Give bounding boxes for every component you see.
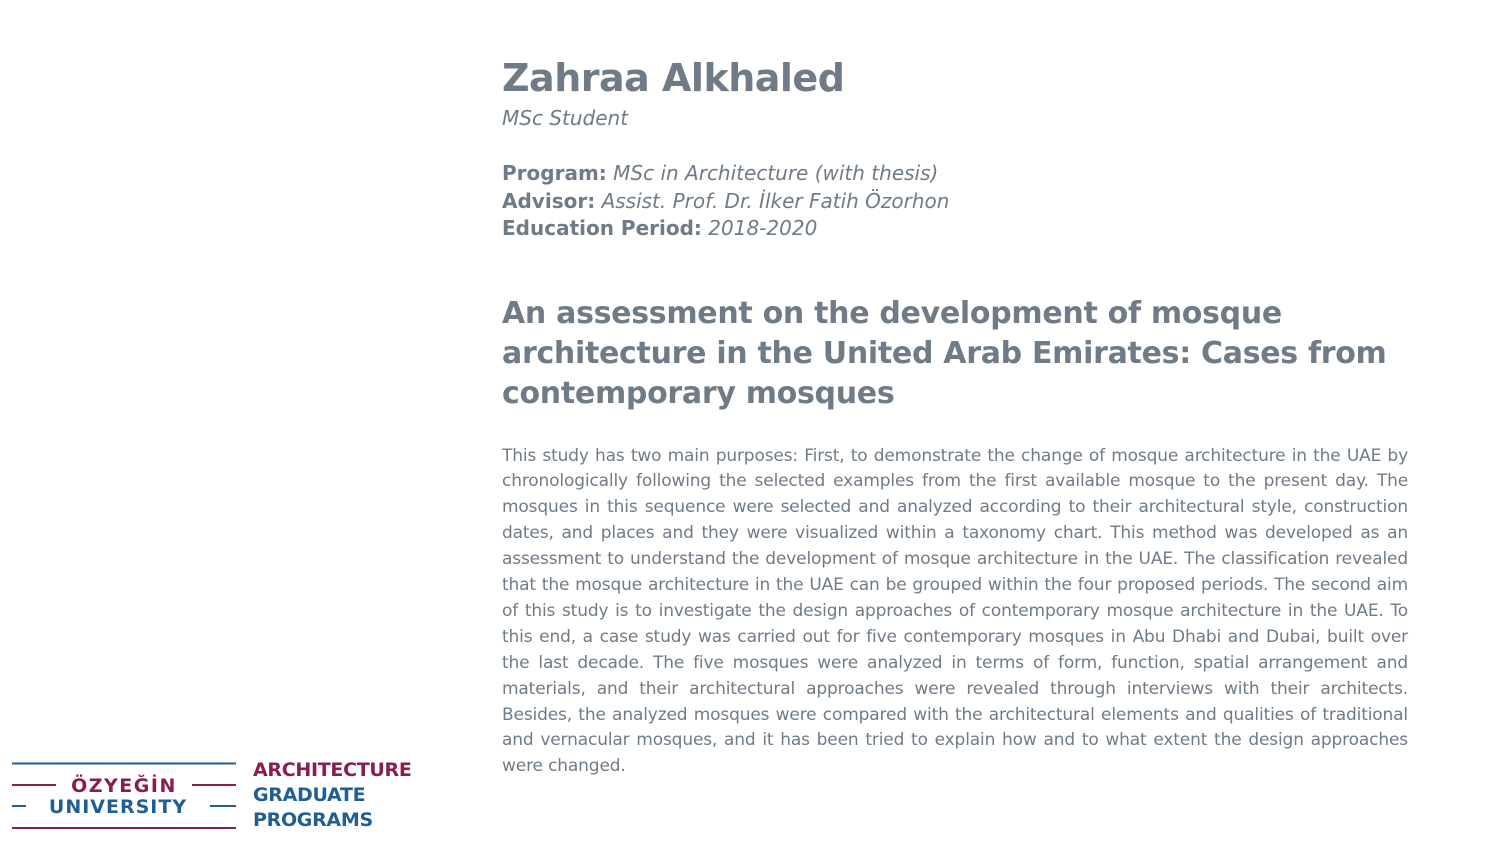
program-label: Program: [502,161,607,185]
student-meta [502,160,1408,243]
program-line-architecture: ARCHITECTURE [253,759,412,781]
program-value: MSc in Architecture (with thesis) [613,161,939,185]
thesis-title: An assessment on the development of mosque architecture in the United Arab Emirates: Cases from contemporary mosques [502,295,1387,411]
advisor-label: Advisor: [502,188,596,213]
logo-ozyegin-text: ÖZYEĞİN [71,775,177,797]
program-line-programs: PROGRAMS [253,809,373,831]
student-role: MSc Student [502,106,629,130]
student-name: Zahraa Alkhaled [502,56,845,100]
profile-content [502,52,1408,780]
education-period-row [502,215,1408,243]
advisor-row [502,188,1408,216]
advisor-value: Assist. Prof. Dr. İlker Fatih Özorhon [601,188,950,213]
program-line-graduate: GRADUATE [253,784,366,806]
logo-university-text: UNIVERSITY [48,796,188,818]
program-row [502,160,1408,188]
ozyegin-university-logo [12,762,236,830]
graduate-programs-label [253,758,412,833]
education-period-value: 2018-2020 [708,216,818,240]
thesis-abstract: This study has two main purposes: First, to demonstrate the change of mosque architecture in the UAE by chronologically following the selected examples from the first available mosque to the present day. The mosques in this sequence were selected and analyzed according to their architectural style, construction dates, and places and they were visualized within a taxonomy chart. This method was developed as an assessment to understand the development of mosque architecture in the UAE. The classification revealed that the mosque architecture in the UAE can be grouped within the four proposed periods. The second aim of this study is to investigate the design approaches of contemporary mosque architecture in the UAE. To this end, a case study was carried out for five contemporary mosques in Abu Dhabi and Dubai, built over the last decade. The five mosques were analyzed in terms of form, function, spatial arrangement and materials, and their architectural approaches were revealed through interviews with their architects. Besides, the analyzed mosques were compared with the architectural elements and qualities of traditional and vernacular mosques, and it has been tried to explain how and to what extent the design approaches were changed. [502,445,1408,777]
education-period-label: Education Period: [502,216,702,240]
